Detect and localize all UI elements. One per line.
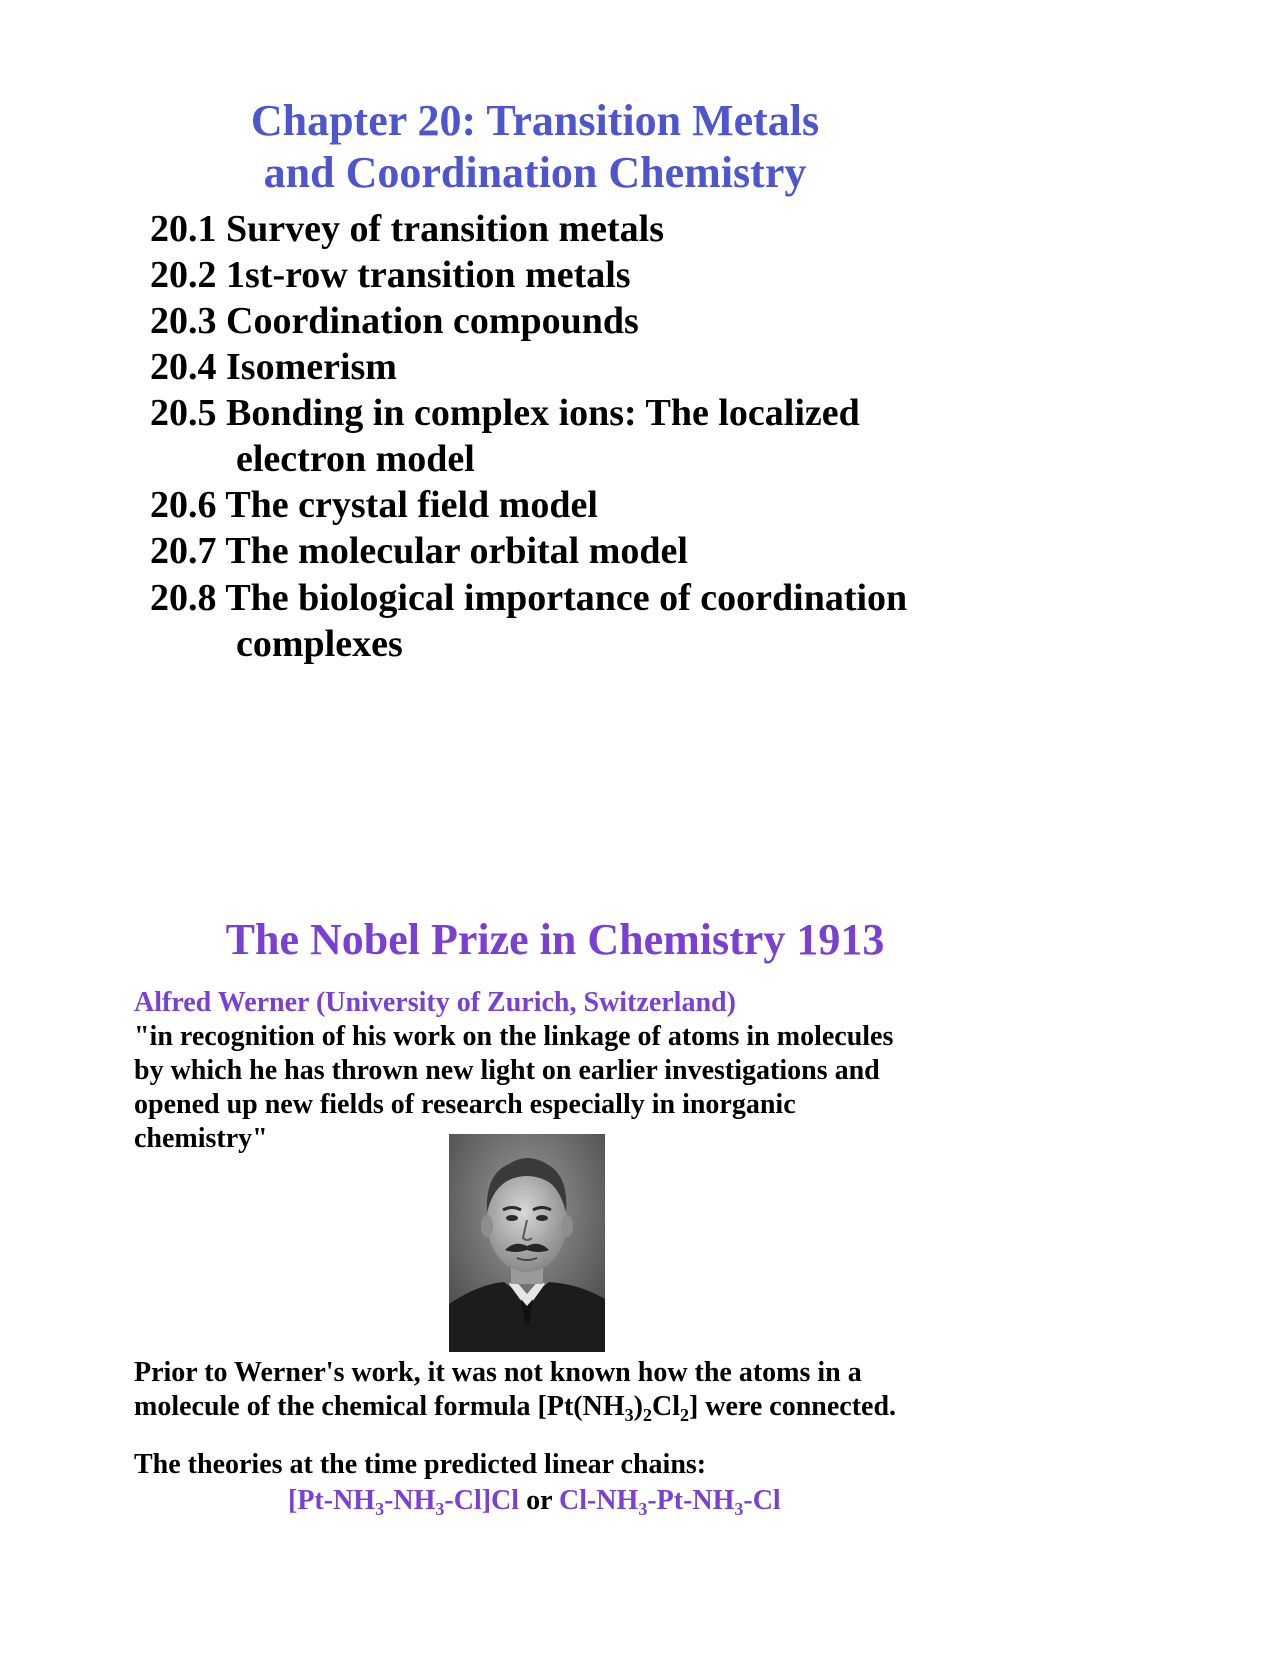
- toc-item-20-8: 20.8 The biological importance of coordination: [150, 577, 908, 619]
- subscript: 3: [624, 1405, 634, 1425]
- toc-item-20-3: 20.3 Coordination compounds: [150, 300, 639, 342]
- citation-line1: "in recognition of his work on the linkage of atoms in molecules: [134, 1021, 894, 1052]
- or-word: or: [519, 1485, 559, 1516]
- chapter-title-line2: and Coordination Chemistry: [263, 148, 807, 197]
- prior-line2-text-c: Cl: [651, 1391, 680, 1422]
- formula-1-part-b: -NH: [384, 1485, 436, 1516]
- toc-item-20-7: 20.7 The molecular orbital model: [150, 530, 688, 572]
- subscript: 2: [642, 1405, 652, 1425]
- toc-item-20-1: 20.1 Survey of transition metals: [150, 208, 665, 250]
- formula-1: [288, 1485, 520, 1519]
- prior-line1: Prior to Werner's work, it was not known how the atoms in a: [134, 1357, 862, 1388]
- prior-line2-text-d: ] were connected.: [688, 1391, 897, 1422]
- formula-1-part-a: [Pt-NH: [288, 1485, 376, 1516]
- toc-item-20-5: 20.5 Bonding in complex ions: The localized: [150, 392, 860, 434]
- chapter-title-line1: Chapter 20: Transition Metals: [250, 96, 820, 145]
- subscript: 3: [375, 1499, 385, 1519]
- formula-2-part-a: Cl-NH: [558, 1485, 639, 1516]
- formula-2-part-c: -Cl: [743, 1485, 781, 1516]
- toc-item-20-8-continued: complexes: [236, 623, 403, 665]
- prior-line2: [134, 1390, 896, 1424]
- subscript: 3: [734, 1499, 744, 1519]
- laureate-name: Alfred Werner (University of Zurich, Switzerland): [134, 987, 736, 1018]
- toc-item-20-2: 20.2 1st-row transition metals: [150, 254, 631, 296]
- toc-item-20-4: 20.4 Isomerism: [150, 346, 397, 388]
- linear-chain-formulas: [288, 1484, 781, 1518]
- subscript: 3: [435, 1499, 445, 1519]
- citation-line2: by which he has thrown new light on earlier investigations and: [134, 1055, 880, 1086]
- prior-line2-text-a: molecule of the chemical formula [Pt(NH: [134, 1391, 625, 1422]
- nobel-title: The Nobel Prize in Chemistry 1913: [225, 915, 885, 964]
- formula-2: [558, 1485, 781, 1519]
- citation-line4: chemistry": [134, 1123, 268, 1154]
- subscript: 2: [679, 1405, 689, 1425]
- toc-item-20-5-continued: electron model: [236, 438, 475, 480]
- theories-line1: The theories at the time predicted linear chains:: [134, 1449, 707, 1480]
- werner-portrait-image: [449, 1134, 605, 1352]
- toc-item-20-6: 20.6 The crystal field model: [150, 484, 598, 526]
- formula-2-part-b: -Pt-NH: [647, 1485, 735, 1516]
- citation-line3: opened up new fields of research especially in inorganic: [134, 1089, 796, 1120]
- formula-1-part-c: -Cl]Cl: [444, 1485, 520, 1516]
- prior-line2-text-b: ): [633, 1391, 643, 1422]
- subscript: 3: [638, 1499, 648, 1519]
